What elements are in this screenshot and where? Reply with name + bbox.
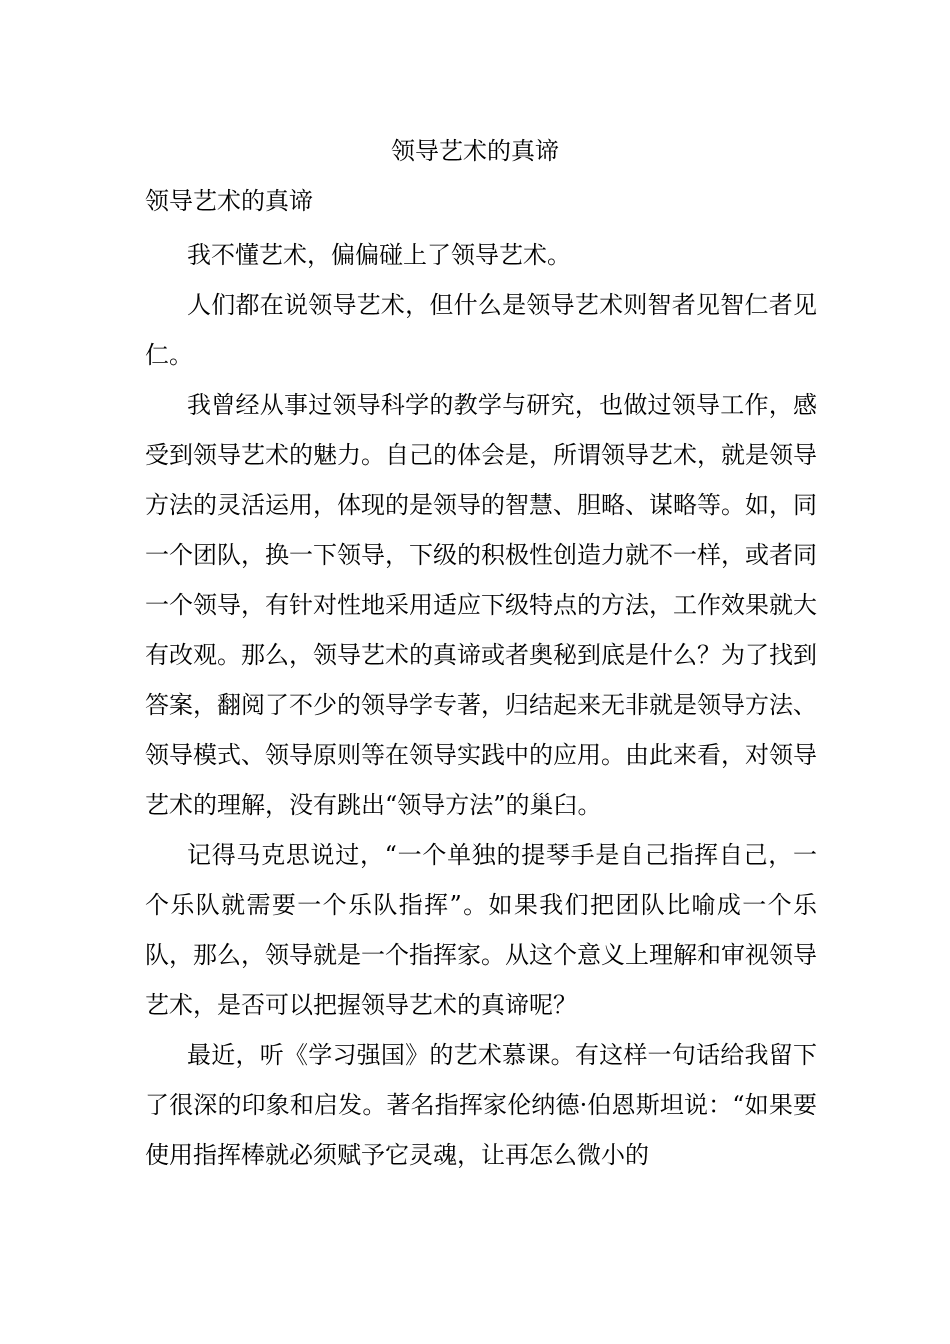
paragraph-4: 记得马克思说过，“一个单独的提琴手是自己指挥自己，一个乐队就需要一个乐队指挥”。如果我们把团队比喻成一个乐队，那么，领导就是一个指挥家。从这个意义上理解和审视领导艺术，是否可以把握领导艺术的真谛呢？	[145, 841, 817, 1019]
document-body	[145, 180, 817, 1180]
paragraph-2: 人们都在说领导艺术，但什么是领导艺术则智者见智仁者见仁。	[145, 291, 817, 369]
paragraph-1: 我不懂艺术，偏偏碰上了领导艺术。	[187, 241, 571, 269]
document-subtitle: 领导艺术的真谛	[145, 187, 313, 215]
document-title: 领导艺术的真谛	[391, 137, 559, 165]
paragraph-3: 我曾经从事过领导科学的教学与研究，也做过领导工作，感受到领导艺术的魅力。自己的体会是，所谓领导艺术，就是领导方法的灵活运用，体现的是领导的智慧、胆略、谋略等。如，同一个团队，换一下领导，下级的积极性创造力就不一样，或者同一个领导，有针对性地采用适应下级特点的方法，工作效果就大有改观。那么，领导艺术的真谛或者奥秘到底是什么？为了找到答案，翻阅了不少的领导学专著，归结起来无非就是领导方法、领导模式、领导原则等在领导实践中的应用。由此来看，对领导艺术的理解，没有跳出“领导方法”的巢臼。	[145, 391, 817, 819]
paragraph-5: 最近，听《学习强国》的艺术慕课。有这样一句话给我留下了很深的印象和启发。著名指挥家伦纳德·伯恩斯坦说：“如果要使用指挥棒就必须赋予它灵魂，让再怎么微小的	[145, 1041, 817, 1169]
